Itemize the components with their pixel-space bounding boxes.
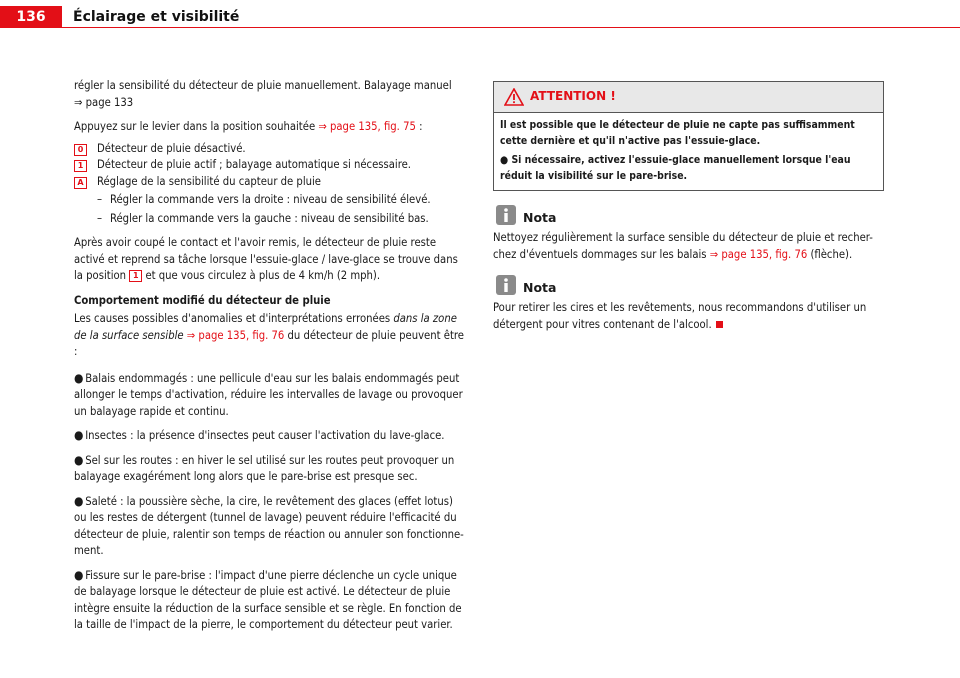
bullet-marker: ● [74,370,84,385]
bullet-item: ● Fissure sur le pare-brise : l'impact d'une pierre déclenche un cycle unique de balayage lorsque le détecteur de pluie est activé. Le détecteur de pluie intègre ensuite la réduction de la surface sensible et se règle. En fonction de la taille de l'impact de la pierre, le comportement du détecteur peut varier. [74,567,462,631]
chapter-title: Éclairage et visibilité [73,9,240,25]
attention-header [494,82,883,113]
bullet-item: ● Insectes : la présence d'insectes peut causer l'activation du lave-glace. [74,428,445,442]
header-rule [62,27,960,28]
attention-title: ATTENTION ! [530,89,616,103]
arrow-icon: ⇒ [186,328,196,342]
left-column [74,78,466,641]
arrow-icon: ⇒ [74,95,83,109]
dash-text: Régler la commande vers la droite : niveau de sensibilité élevé. [110,193,431,206]
attention-box [493,81,884,191]
info-icon [495,274,517,296]
step-item [74,157,466,174]
bullet-marker: ● [74,428,84,442]
press-paragraph: Appuyez sur le levier dans la position souhaitée ⇒ page 135, fig. 75 : [74,120,423,133]
intro-paragraph: régler la sensibilité du détecteur de pluie manuellement. Balayage manuel ⇒ page 133 [74,79,452,109]
position-key-badge: 1 [129,270,142,282]
info-icon [495,204,517,226]
bullet-item: ● Sel sur les routes : en hiver le sel utilisé sur les routes peut provoquer un balayage exagérément long alors que le pare-brise est presque sec. [74,452,455,483]
note-page-ref[interactable]: page 135, fig. 76 [721,247,808,261]
attention-bullet: ● Si nécessaire, activez l'essuie-glace manuellement lorsque l'eau réduit la visibilité sur le pare-brise. [500,154,851,182]
note-text: Nettoyez régulièrement la surface sensible du détecteur de pluie et recher-chez d'éventuels dommages sur les balais ⇒ page 135, fig. 76 (flèche). [493,231,873,261]
step-item [74,141,466,158]
press-page-ref[interactable]: page 135, fig. 75 [330,120,416,133]
note-text: Pour retirer les cires et les revêtements, nous recommandons d'utiliser un détergent pour vitres contenant de l'alcool. [493,301,867,331]
section-heading: Comportement modifié du détecteur de pluie [74,293,331,307]
note-box [493,204,882,271]
dash-item [74,192,466,209]
intro-page-ref[interactable]: page 133 [85,95,134,109]
bullet-marker: ● [74,452,84,467]
arrow-icon: ⇒ [709,247,719,261]
bullet-marker: ● [74,493,84,508]
dash-item [74,211,466,228]
dash-marker: – [97,193,103,206]
arrow-icon: ⇒ [318,120,327,133]
causes-paragraph: Les causes possibles d'anomalies et d'interprétations erronées dans la zone de la surface sensible ⇒ page 135, fig. 76 du détecteur de pluie peuvent être : [74,312,464,358]
position-key-badge: 0 [74,144,87,156]
step-text: Réglage de la sensibilité du capteur de pluie [97,174,321,188]
step-item [74,174,466,191]
end-of-section-marker [716,321,723,328]
step-text: Détecteur de pluie actif ; balayage automatique si nécessaire. [97,158,411,171]
bullet-marker: ● [500,154,509,166]
attention-body [494,113,883,190]
dash-text: Régler la commande vers la gauche : niveau de sensibilité bas. [110,211,429,225]
note-box [493,274,882,341]
note-title: Nota [523,210,557,225]
bullet-item: ● Balais endommagés : une pellicule d'eau sur les balais endommagés peut allonger le temps d'activation, réduire les intervalles de lavage ou provoquer un balayage rapide et continu. [74,370,463,418]
page-header [0,0,960,34]
note-title: Nota [523,280,557,295]
page-number: 136 [0,6,62,28]
warning-triangle-icon [504,88,524,106]
bullet-marker: ● [74,567,84,582]
dash-marker: – [97,211,103,225]
note-header [493,204,882,230]
causes-page-ref[interactable]: page 135, fig. 76 [198,328,285,342]
bullet-item: ● Saleté : la poussière sèche, la cire, le revêtement des glaces (effet lotus) ou les restes de détergent (tunnel de lavage) peuvent réduire l'efficacité du détecteur de pluie, ralentir son temps de réaction ou annuler son fonctionne-ment. [74,493,464,557]
position-key-badge: 1 [74,160,87,172]
position-key-badge: A [74,177,87,189]
step-text: Détecteur de pluie désactivé. [97,141,246,155]
after-paragraph: Après avoir coupé le contact et l'avoir remis, le détecteur de pluie reste activé et reprend sa tâche lorsque l'essuie-glace / lave-glace se trouve dans la position 1 et que vous circulez à plus de 4 km/h (2 mph). [74,236,458,282]
attention-paragraph: Il est possible que le détecteur de pluie ne capte pas suffisamment cette dernière et qu'il n'active pas l'essuie-glace. [500,119,855,147]
note-header [493,274,882,300]
